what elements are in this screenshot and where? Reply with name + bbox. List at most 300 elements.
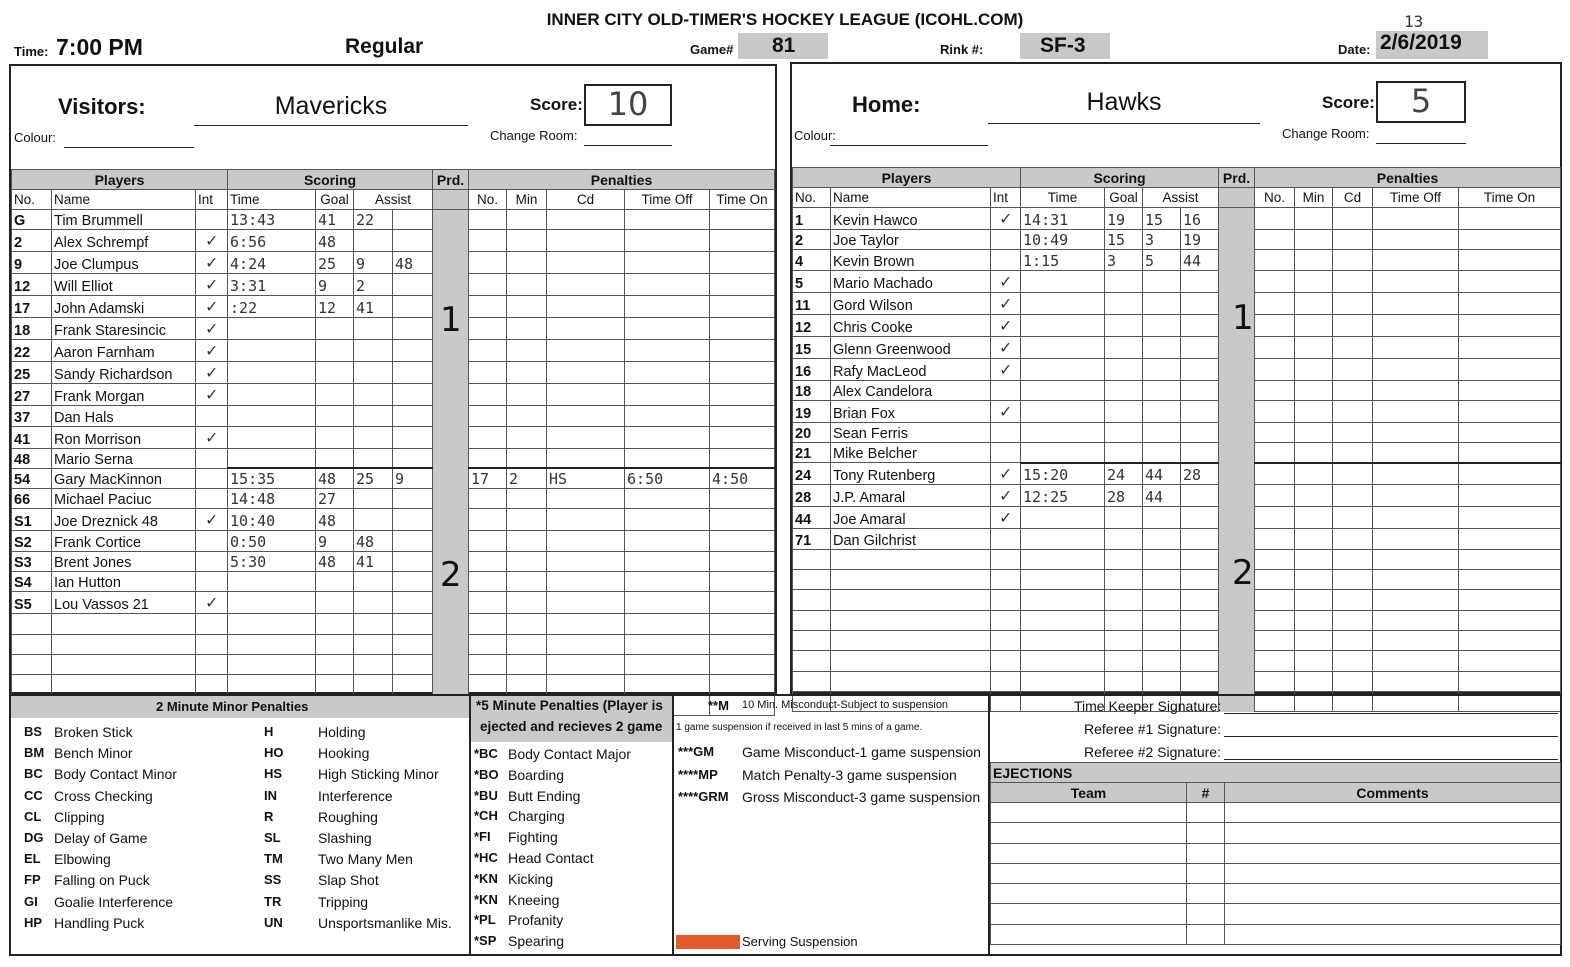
major-penalty-desc: Head Contact xyxy=(508,850,594,866)
col-no: No. xyxy=(793,188,831,208)
goal-time: 15:35 xyxy=(228,468,316,488)
player-name: Ron Morrison xyxy=(52,426,196,448)
player-checkin xyxy=(196,489,228,509)
minor-penalty-code: HS xyxy=(264,766,283,782)
assist-2 xyxy=(1181,422,1219,442)
rink-label: Rink #: xyxy=(940,42,984,57)
player-name: Tim Brummell xyxy=(52,210,196,230)
goal-scorer xyxy=(1105,422,1143,442)
table-row xyxy=(793,336,1561,358)
minor-penalty-code: SS xyxy=(264,872,282,888)
goal-scorer xyxy=(316,362,354,384)
minor-penalty-desc: High Sticking Minor xyxy=(318,766,439,783)
assist-2: 16 xyxy=(1181,208,1219,230)
goal-time xyxy=(228,426,316,448)
minor-penalty-desc: Slashing xyxy=(318,830,372,846)
player-number: 5 xyxy=(793,270,831,292)
goal-time xyxy=(228,340,316,362)
assist-2 xyxy=(393,509,433,531)
player-name: Chris Cooke xyxy=(831,314,991,336)
time-label: Time: xyxy=(14,44,49,59)
col-goal: Goal xyxy=(1105,188,1143,208)
player-name: Mike Belcher xyxy=(831,443,991,463)
assist-1 xyxy=(1143,270,1181,292)
player-number: 17 xyxy=(12,296,52,318)
goal-scorer xyxy=(1105,358,1143,380)
goal-scorer: 15 xyxy=(1105,230,1143,250)
minor-penalty-desc: Elbowing xyxy=(54,851,111,868)
col-assist: Assist xyxy=(354,190,433,210)
assist-2 xyxy=(393,318,433,340)
penalty-player: 17 xyxy=(469,468,507,488)
minor-title: 2 Minute Minor Penalties xyxy=(156,699,309,714)
player-checkin xyxy=(196,468,228,488)
minor-penalty-desc: Broken Stick xyxy=(54,724,133,740)
goal-scorer: 9 xyxy=(316,274,354,296)
player-checkin xyxy=(991,443,1021,463)
visitors-score-table xyxy=(11,169,775,716)
player-number: 27 xyxy=(12,384,52,406)
minor-penalty-code: TM xyxy=(264,851,283,867)
goal-scorer: 48 xyxy=(316,468,354,488)
table-row xyxy=(793,443,1561,463)
goal-scorer xyxy=(316,426,354,448)
goal-scorer: 3 xyxy=(1105,250,1143,270)
player-number: 22 xyxy=(12,340,52,362)
player-name: Alex Candelora xyxy=(831,380,991,400)
assist-1 xyxy=(1143,358,1181,380)
penalties-header: Penalties xyxy=(469,170,775,190)
goal-time: 6:56 xyxy=(228,230,316,252)
player-checkin: ✓ xyxy=(196,426,228,448)
assist-2 xyxy=(1181,400,1219,422)
goal-time xyxy=(228,406,316,426)
player-checkin: ✓ xyxy=(196,384,228,406)
player-checkin xyxy=(991,230,1021,250)
visitors-period-1: 1 xyxy=(440,300,462,340)
goal-time xyxy=(228,362,316,384)
col-time-on: Time On xyxy=(710,190,775,210)
player-checkin: ✓ xyxy=(991,400,1021,422)
assist-1: 22 xyxy=(354,210,393,230)
assist-2 xyxy=(1181,270,1219,292)
major-penalty-desc: Butt Ending xyxy=(508,787,581,804)
player-checkin: ✓ xyxy=(196,509,228,531)
minor-penalty-code: BS xyxy=(24,724,43,739)
player-number: 11 xyxy=(793,292,831,314)
player-name: Sean Ferris xyxy=(831,422,991,442)
assist-1 xyxy=(354,318,393,340)
player-checkin xyxy=(991,529,1021,549)
table-row xyxy=(12,614,775,634)
assist-1: 48 xyxy=(354,531,393,551)
major-penalty-desc: Profanity xyxy=(508,912,564,929)
minor-penalty-code: TR xyxy=(264,893,282,909)
goal-time: 5:30 xyxy=(228,551,316,571)
goal-time: 3:31 xyxy=(228,274,316,296)
table-row xyxy=(793,590,1561,610)
goal-time: 10:40 xyxy=(228,509,316,531)
goal-time xyxy=(1021,336,1105,358)
major-penalty-desc: Charging xyxy=(508,808,565,825)
minor-penalty-code: R xyxy=(264,808,274,824)
player-number: 20 xyxy=(793,422,831,442)
player-checkin: ✓ xyxy=(991,485,1021,507)
goal-time xyxy=(228,384,316,406)
serving-swatch xyxy=(676,935,740,949)
goal-scorer: 19 xyxy=(1105,208,1143,230)
minor-penalty-code: FP xyxy=(24,872,41,888)
penalty-time-on: 4:50 xyxy=(710,468,775,488)
assist-1: 44 xyxy=(1143,485,1181,507)
player-checkin: ✓ xyxy=(991,208,1021,230)
table-row xyxy=(793,208,1561,230)
time-value: 7:00 PM xyxy=(56,34,143,60)
player-number: G xyxy=(12,210,52,230)
assist-2 xyxy=(393,210,433,230)
player-checkin xyxy=(991,250,1021,270)
game-label: Game# xyxy=(690,42,734,57)
goal-scorer: 24 xyxy=(1105,463,1143,485)
assist-2: 44 xyxy=(1181,250,1219,270)
table-row xyxy=(793,570,1561,590)
table-row xyxy=(793,270,1561,292)
goal-scorer xyxy=(316,384,354,406)
minor-penalty-code: BM xyxy=(24,745,45,761)
col-int: Int xyxy=(991,188,1021,208)
table-row xyxy=(12,362,775,384)
penalty-minutes: 2 xyxy=(507,468,547,488)
assist-2 xyxy=(1181,314,1219,336)
home-score-label: Score: xyxy=(1322,93,1375,112)
player-number: 1 xyxy=(793,208,831,230)
minor-penalty-code: IN xyxy=(264,787,277,803)
assist-2 xyxy=(393,340,433,362)
goal-time: 10:49 xyxy=(1021,230,1105,250)
assist-2 xyxy=(393,274,433,296)
major-penalty-code: *KN xyxy=(474,891,498,907)
player-checkin xyxy=(991,422,1021,442)
table-row xyxy=(12,489,775,509)
home-room-label: Change Room: xyxy=(1282,126,1370,141)
minor-penalty-desc: Slap Shot xyxy=(318,872,379,889)
goal-scorer: 12 xyxy=(316,296,354,318)
major-penalty-desc: Kicking xyxy=(508,870,554,887)
assist-1 xyxy=(354,426,393,448)
goal-time xyxy=(1021,314,1105,336)
player-name: Frank Staresincic xyxy=(52,318,196,340)
player-number: 21 xyxy=(793,443,831,463)
assist-1 xyxy=(1143,336,1181,358)
player-number: 12 xyxy=(793,314,831,336)
col-time: Time xyxy=(228,190,316,210)
minor-penalty-desc: Bench Minor xyxy=(54,745,133,762)
table-row xyxy=(12,296,775,318)
ref2-label: Referee #2 Signature: xyxy=(1084,744,1221,760)
home-score: 5 xyxy=(1376,81,1466,123)
date-value: 2/6/2019 xyxy=(1380,31,1462,54)
assist-1 xyxy=(354,362,393,384)
minor-penalty-desc: Clipping xyxy=(54,808,105,825)
player-number: 2 xyxy=(12,230,52,252)
ejections-team-col: Team xyxy=(991,783,1187,803)
player-number: 19 xyxy=(793,400,831,422)
table-row xyxy=(793,400,1561,422)
player-name: J.P. Amaral xyxy=(831,485,991,507)
assist-1 xyxy=(354,509,393,531)
table-row xyxy=(12,406,775,426)
assist-1: 41 xyxy=(354,551,393,571)
assist-1 xyxy=(354,384,393,406)
goal-scorer: 48 xyxy=(316,551,354,571)
scoring-header: Scoring xyxy=(228,170,433,190)
home-period-1: 1 xyxy=(1232,298,1254,338)
minor-penalty-desc: Falling on Puck xyxy=(54,872,150,889)
goal-scorer xyxy=(1105,336,1143,358)
player-name: Mario Machado xyxy=(831,270,991,292)
col-pen-no: No. xyxy=(1255,188,1295,208)
misconduct-code: ****GRM xyxy=(678,789,729,804)
goal-time: 14:48 xyxy=(228,489,316,509)
player-number: 9 xyxy=(12,252,52,274)
player-checkin: ✓ xyxy=(196,318,228,340)
misconduct-desc: Game Misconduct-1 game suspension xyxy=(742,744,981,760)
visitors-score: 10 xyxy=(584,84,672,126)
date-note: 13 xyxy=(1404,12,1424,31)
goal-scorer: 41 xyxy=(316,210,354,230)
table-row xyxy=(793,422,1561,442)
player-checkin xyxy=(196,572,228,592)
player-number: 41 xyxy=(12,426,52,448)
minor-penalty-desc: Body Contact Minor xyxy=(54,766,177,783)
assist-1 xyxy=(1143,380,1181,400)
goal-time xyxy=(1021,422,1105,442)
scoring-header: Scoring xyxy=(1021,168,1219,188)
player-number: 18 xyxy=(12,318,52,340)
assist-2 xyxy=(393,384,433,406)
visitors-label: Visitors: xyxy=(58,94,146,119)
player-checkin xyxy=(196,406,228,426)
assist-2: 19 xyxy=(1181,230,1219,250)
player-number: 25 xyxy=(12,362,52,384)
major-penalty-desc: Kneeing xyxy=(508,891,560,908)
goal-scorer xyxy=(316,318,354,340)
players-header: Players xyxy=(12,170,228,190)
player-checkin xyxy=(196,531,228,551)
player-number: 12 xyxy=(12,274,52,296)
major-penalty-code: *KN xyxy=(474,870,498,886)
goal-time: 4:24 xyxy=(228,252,316,274)
player-name: Joe Amaral xyxy=(831,507,991,529)
goal-time xyxy=(1021,270,1105,292)
table-row xyxy=(12,252,775,274)
player-name: Glenn Greenwood xyxy=(831,336,991,358)
player-checkin: ✓ xyxy=(991,463,1021,485)
player-checkin: ✓ xyxy=(196,592,228,614)
goal-time: 1:15 xyxy=(1021,250,1105,270)
minor-penalty-desc: Goalie Interference xyxy=(54,893,174,910)
penalties-header: Penalties xyxy=(1255,168,1561,188)
home-label: Home: xyxy=(852,92,921,117)
player-number: 24 xyxy=(793,463,831,485)
minor-penalty-code: H xyxy=(264,724,274,739)
player-name: John Adamski xyxy=(52,296,196,318)
goal-scorer xyxy=(1105,270,1143,292)
player-checkin: ✓ xyxy=(196,340,228,362)
assist-2 xyxy=(393,448,433,468)
league-title: INNER CITY OLD-TIMER'S HOCKEY LEAGUE (ICOHL.COM) xyxy=(546,10,1024,29)
major-penalty-code: *BO xyxy=(474,766,499,782)
minor-penalty-desc: Interference xyxy=(318,787,393,804)
major-penalty-code: *PL xyxy=(474,912,496,928)
player-name: Brent Jones xyxy=(52,551,196,571)
player-name: Rafy MacLeod xyxy=(831,358,991,380)
player-number: 15 xyxy=(793,336,831,358)
goal-time xyxy=(1021,380,1105,400)
assist-2 xyxy=(393,551,433,571)
table-row xyxy=(12,551,775,571)
major-penalty-desc: Fighting xyxy=(508,829,558,846)
col-no: No. xyxy=(12,190,52,210)
ejections-table xyxy=(990,762,1561,945)
player-number: S3 xyxy=(12,551,52,571)
goal-scorer: 27 xyxy=(316,489,354,509)
player-name: Frank Morgan xyxy=(52,384,196,406)
assist-1 xyxy=(1143,314,1181,336)
home-colour-label: Colour: xyxy=(794,128,836,143)
player-name: Lou Vassos 21 xyxy=(52,592,196,614)
player-name: Michael Paciuc xyxy=(52,489,196,509)
home-team: Hawks xyxy=(988,88,1260,124)
player-name: Gord Wilson xyxy=(831,292,991,314)
player-checkin: ✓ xyxy=(991,314,1021,336)
col-pen-no: No. xyxy=(469,190,507,210)
goal-scorer: 48 xyxy=(316,509,354,531)
goal-scorer xyxy=(316,406,354,426)
player-name: Alex Schrempf xyxy=(52,230,196,252)
player-checkin: ✓ xyxy=(991,292,1021,314)
minor-penalty-desc: Hooking xyxy=(318,745,370,762)
assist-2 xyxy=(393,406,433,426)
col-name: Name xyxy=(831,188,991,208)
player-number: 18 xyxy=(793,380,831,400)
assist-1: 9 xyxy=(354,252,393,274)
player-checkin: ✓ xyxy=(991,336,1021,358)
table-row xyxy=(793,507,1561,529)
goal-scorer: 48 xyxy=(316,230,354,252)
assist-2 xyxy=(393,230,433,252)
minor-penalty-code: SL xyxy=(264,830,281,845)
goal-time xyxy=(1021,358,1105,380)
game-type: Regular xyxy=(345,35,424,58)
major-penalty-code: *CH xyxy=(474,808,498,824)
goal-scorer xyxy=(1105,292,1143,314)
goal-scorer xyxy=(1105,443,1143,463)
home-period-2: 2 xyxy=(1232,553,1254,593)
goal-time: 14:31 xyxy=(1021,208,1105,230)
minor-penalty-code: HP xyxy=(24,914,43,930)
table-row xyxy=(793,485,1561,507)
table-row xyxy=(12,384,775,406)
minor-penalty-desc: Tripping xyxy=(318,893,369,910)
assist-2 xyxy=(393,426,433,448)
minor-penalty-desc: Delay of Game xyxy=(54,830,148,846)
visitors-period-2: 2 xyxy=(440,555,462,595)
player-name: Joe Taylor xyxy=(831,230,991,250)
player-number: 37 xyxy=(12,406,52,426)
major-penalty-desc: Body Contact Major xyxy=(508,746,631,762)
player-name: Aaron Farnham xyxy=(52,340,196,362)
assist-1 xyxy=(354,340,393,362)
game-number: 81 xyxy=(772,34,796,57)
col-cd: Cd xyxy=(1333,188,1373,208)
assist-2 xyxy=(1181,443,1219,463)
player-checkin: ✓ xyxy=(991,270,1021,292)
timekeeper-label: Time Keeper Signature: xyxy=(1074,698,1222,714)
player-checkin: ✓ xyxy=(196,296,228,318)
goal-time: 0:50 xyxy=(228,531,316,551)
goal-scorer: 28 xyxy=(1105,485,1143,507)
table-row xyxy=(12,210,775,230)
col-time: Time xyxy=(1021,188,1105,208)
player-name: Dan Hals xyxy=(52,406,196,426)
goal-scorer xyxy=(316,340,354,362)
table-row xyxy=(12,509,775,531)
penalty-code: HS xyxy=(547,468,625,488)
table-row xyxy=(793,358,1561,380)
player-number: 16 xyxy=(793,358,831,380)
minor-penalty-code: HO xyxy=(264,745,284,761)
assist-2 xyxy=(393,489,433,509)
col-min: Min xyxy=(1295,188,1333,208)
col-time-off: Time Off xyxy=(1373,188,1459,208)
home-score-table xyxy=(792,167,1561,712)
player-number: S4 xyxy=(12,572,52,592)
assist-1: 44 xyxy=(1143,463,1181,485)
col-cd: Cd xyxy=(547,190,625,210)
visitors-room-label: Change Room: xyxy=(490,128,578,143)
major-title-1: *5 Minute Penalties (Player is xyxy=(476,698,663,713)
table-row xyxy=(12,318,775,340)
goal-scorer xyxy=(1105,314,1143,336)
table-row xyxy=(793,292,1561,314)
player-checkin: ✓ xyxy=(196,362,228,384)
player-checkin xyxy=(991,380,1021,400)
assist-2 xyxy=(393,296,433,318)
misconduct-code: ***GM xyxy=(678,744,715,759)
player-number: S5 xyxy=(12,592,52,614)
ejections-comments-col: Comments xyxy=(1225,783,1561,803)
goal-time: 12:25 xyxy=(1021,485,1105,507)
assist-2 xyxy=(1181,358,1219,380)
table-row xyxy=(793,250,1561,270)
serving-label: Serving Suspension xyxy=(742,934,858,949)
col-goal: Goal xyxy=(316,190,354,210)
assist-2: 28 xyxy=(1181,463,1219,485)
player-checkin xyxy=(196,551,228,571)
table-row xyxy=(12,531,775,551)
minor-penalty-code: CC xyxy=(24,787,43,803)
misc-m-code: **M xyxy=(708,698,729,713)
assist-1 xyxy=(1143,443,1181,463)
player-name: Brian Fox xyxy=(831,400,991,422)
misconduct-desc: Match Penalty-3 game suspension xyxy=(742,766,957,783)
table-row xyxy=(793,630,1561,650)
assist-2 xyxy=(1181,485,1219,507)
goal-time xyxy=(1021,443,1105,463)
table-row xyxy=(12,572,775,592)
goal-time: 15:20 xyxy=(1021,463,1105,485)
